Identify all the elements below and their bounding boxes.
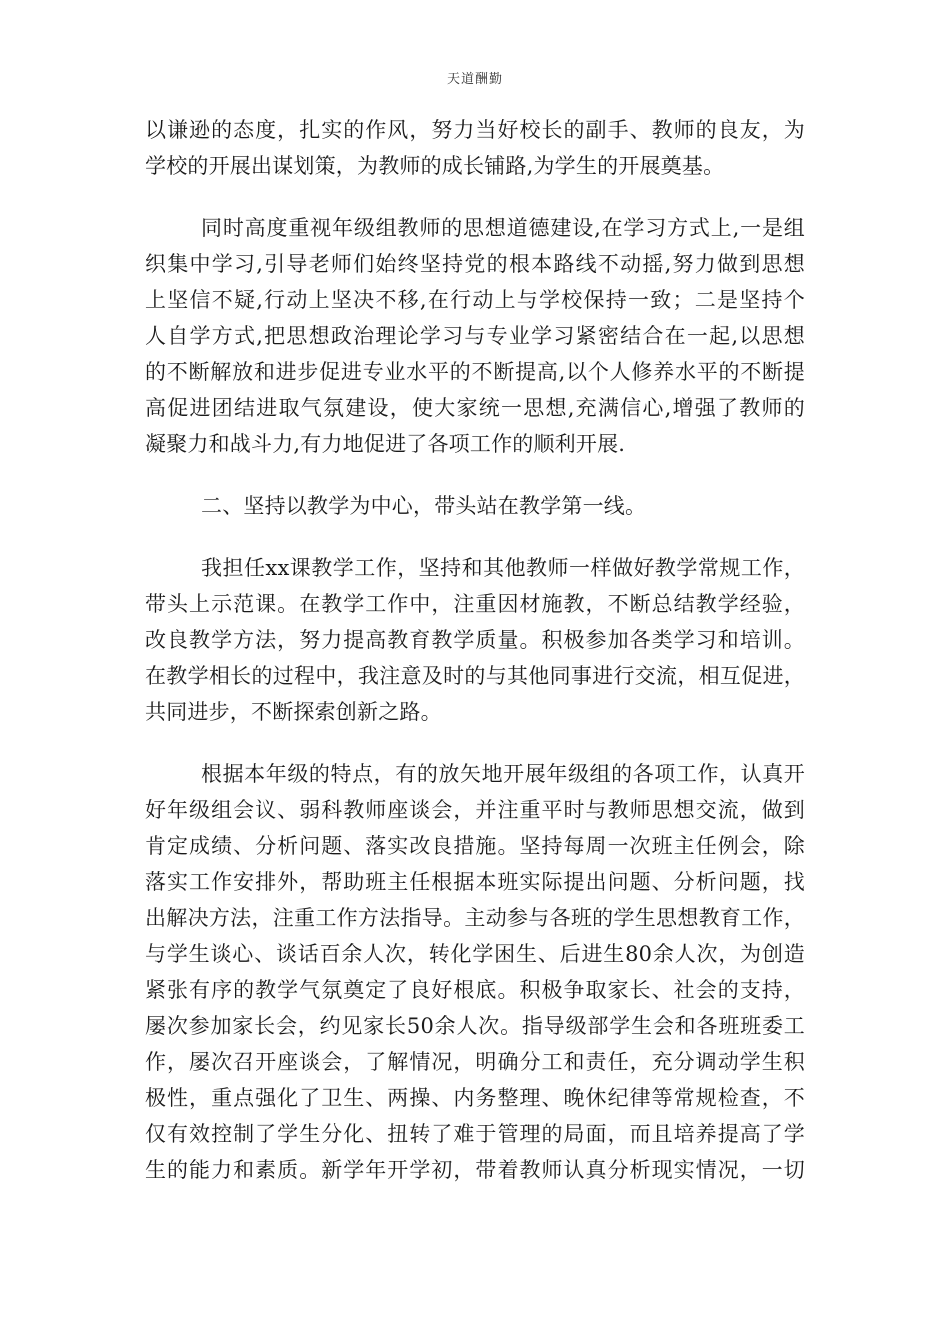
document-body [145,112,805,1214]
section-heading [145,488,805,524]
text-line: 屡次参加家长会，约见家长50余人次。指导级部学生会和各班班委工 [145,1014,805,1038]
paragraph-4 [145,756,805,1188]
page-header: 天道酬勤 [446,72,503,87]
text-line: 与学生谈心、谈话百余人次，转化学困生、后进生80余人次，为创造 [145,942,805,966]
text-line: 的不断解放和进步促进专业水平的不断提高,以个人修养水平的不断提 [145,360,805,384]
text-line: 带头上示范课。在教学工作中，注重因材施教，不断总结教学经验， [145,592,805,616]
text-line: 好年级组会议、弱科教师座谈会，并注重平时与教师思想交流，做到 [145,798,805,822]
text-line: 仅有效控制了学生分化、扭转了难于管理的局面，而且培养提高了学 [145,1122,805,1146]
text-line: 极性，重点强化了卫生、两操、内务整理、晚休纪律等常规检查，不 [145,1086,805,1110]
text-line: 改良教学方法，努力提高教育教学质量。积极参加各类学习和培训。 [145,628,805,652]
text-line: 学校的开展出谋划策，为教师的成长铺路,为学生的开展奠基。 [145,154,725,178]
text-line: 紧张有序的教学气氛奠定了良好根底。积极争取家长、社会的支持， [145,978,805,1002]
text-line: 作，屡次召开座谈会，了解情况，明确分工和责任，充分调动学生积 [145,1050,805,1074]
text-line: 肯定成绩、分析问题、落实改良措施。坚持每周一次班主任例会，除 [145,834,805,858]
text-line: 落实工作安排外，帮助班主任根据本班实际提出问题、分析问题，找 [145,870,805,894]
paragraph-3 [145,550,805,730]
text-line: 在教学相长的过程中，我注意及时的与其他同事进行交流，相互促进， [145,664,805,688]
text-line: 我担任xx课教学工作，坚持和其他教师一样做好教学常规工作， [201,556,805,580]
text-line: 凝聚力和战斗力,有力地促进了各项工作的顺利开展. [145,432,626,456]
text-line: 织集中学习,引导老师们始终坚持党的根本路线不动摇,努力做到思想 [145,252,805,276]
paragraph-2 [145,210,805,462]
text-line: 共同进步，不断探索创新之路。 [145,700,442,724]
text-line: 出解决方法，注重工作方法指导。主动参与各班的学生思想教育工作， [145,906,805,930]
text-line: 根据本年级的特点，有的放矢地开展年级组的各项工作，认真开 [201,762,805,786]
text-line: 生的能力和素质。新学年开学初，带着教师认真分析现实情况，一切 [145,1158,805,1182]
text-line: 高促进团结进取气氛建设，使大家统一思想,充满信心,增强了教师的 [145,396,805,420]
text-line: 人自学方式,把思想政治理论学习与专业学习紧密结合在一起,以思想 [145,324,805,348]
text-line: 二、坚持以教学为中心，带头站在教学第一线。 [201,494,647,518]
paragraph-1 [145,112,805,184]
text-line: 以谦逊的态度，扎实的作风，努力当好校长的副手、教师的良友，为 [145,118,805,142]
text-line: 同时高度重视年级组教师的思想道德建设,在学习方式上,一是组 [201,216,805,240]
text-line: 上坚信不疑,行动上坚决不移,在行动上与学校保持一致；二是坚持个 [145,288,805,312]
